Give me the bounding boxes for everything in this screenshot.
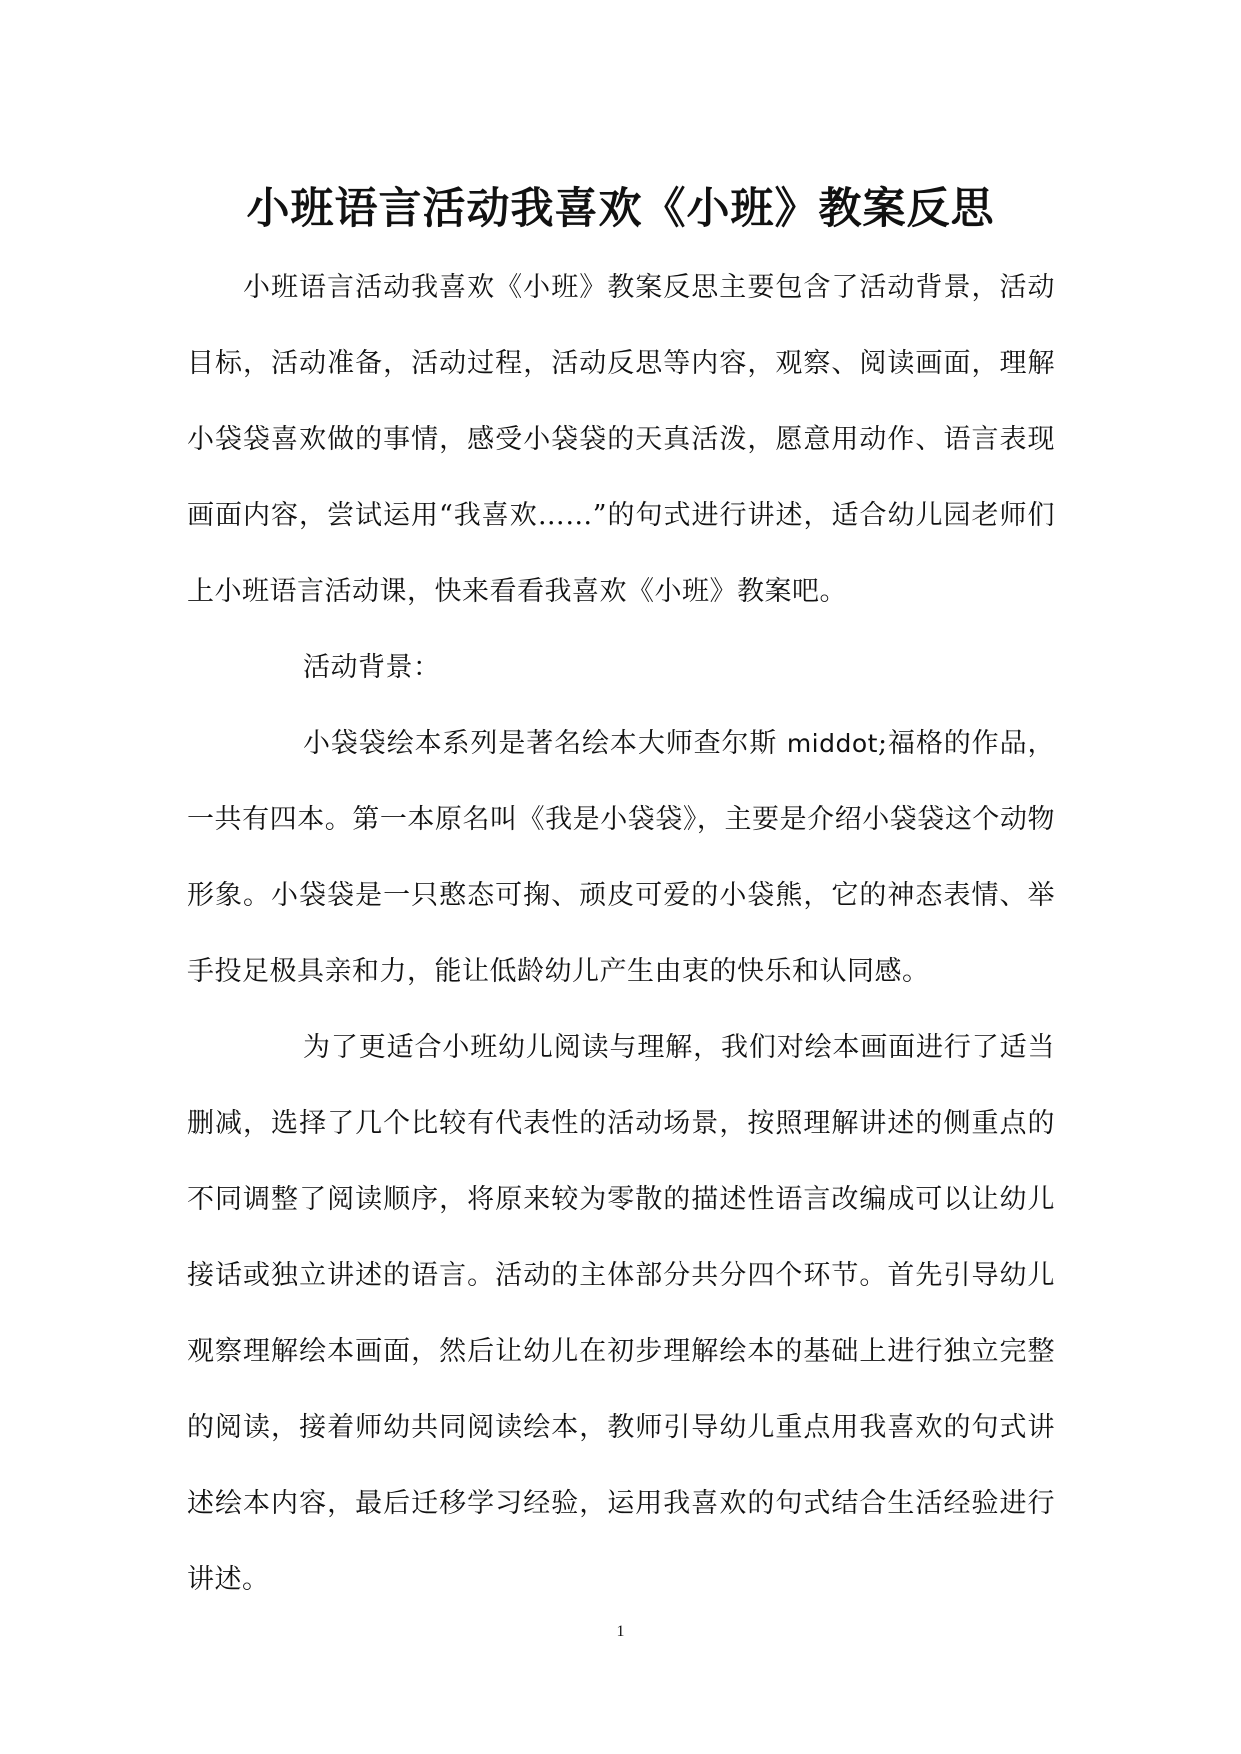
document-title: 小班语言活动我喜欢《小班》教案反思	[246, 183, 995, 234]
section-heading-background: 活动背景：	[303, 652, 441, 683]
document-body	[187, 250, 1055, 1618]
background-paragraph-1: 小袋袋绘本系列是著名绘本大师查尔斯 middot;福格的作品，一共有四本。第一本原名叫《我是小袋袋》，主要是介绍小袋袋这个动物形象。小袋袋是一只憨态可掬、顽皮可爱的小袋熊，它的神态表情、举手投足极具亲和力，能让低龄幼儿产生由衷的快乐和认同感。	[187, 728, 1055, 987]
background-paragraph-2: 为了更适合小班幼儿阅读与理解，我们对绘本画面进行了适当删减，选择了几个比较有代表性的活动场景，按照理解讲述的侧重点的不同调整了阅读顺序，将原来较为零散的描述性语言改编成可以让幼儿接话或独立讲述的语言。活动的主体部分共分四个环节。首先引导幼儿观察理解绘本画面，然后让幼儿在初步理解绘本的基础上进行独立完整的阅读，接着师幼共同阅读绘本，教师引导幼儿重点用我喜欢的句式讲述绘本内容，最后迁移学习经验，运用我喜欢的句式结合生活经验进行讲述。	[187, 1032, 1055, 1595]
page-number: 1	[616, 1623, 625, 1640]
intro-paragraph: 小班语言活动我喜欢《小班》教案反思主要包含了活动背景，活动目标，活动准备，活动过程，活动反思等内容，观察、阅读画面，理解小袋袋喜欢做的事情，感受小袋袋的天真活泼，愿意用动作、语言表现画面内容，尝试运用“我喜欢……”的句式进行讲述，适合幼儿园老师们上小班语言活动课，快来看看我喜欢《小班》教案吧。	[187, 272, 1055, 607]
